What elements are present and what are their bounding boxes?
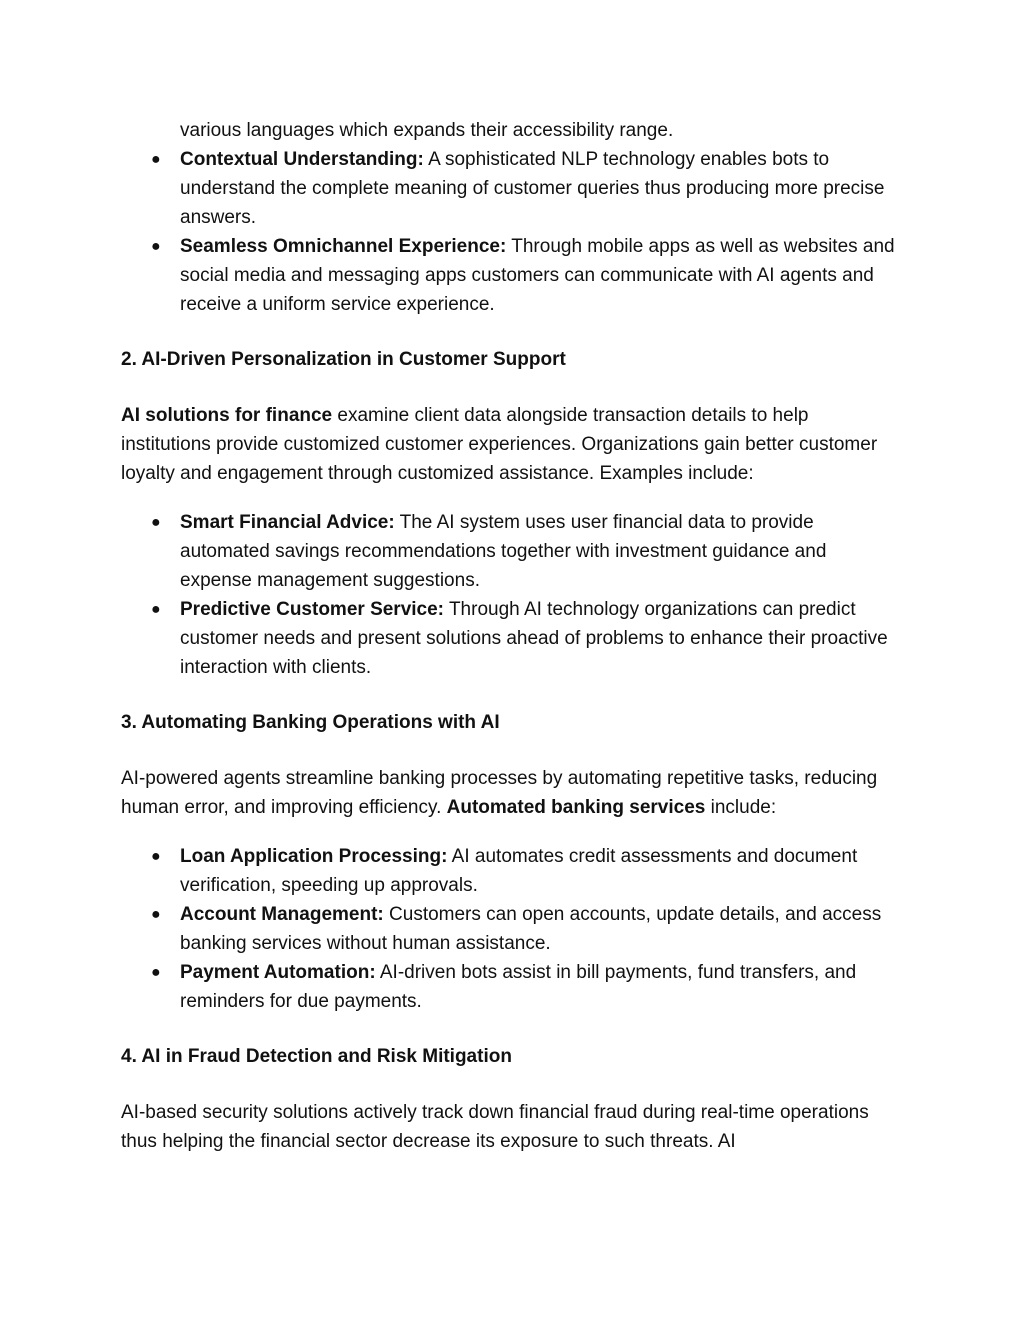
- paragraph-bold-term: AI solutions for finance: [121, 405, 333, 426]
- list-item-text: AI-driven bots assist in bill payments, fund transfers, and reminders for due payments.: [180, 962, 857, 1012]
- list-item-term: Contextual Understanding:: [180, 149, 424, 170]
- list-item-text: Through AI technology organizations can predict customer needs and present solutions ahead of problems to enhance their proactive interaction with clients.: [180, 599, 888, 678]
- bullet-icon: ●: [151, 601, 161, 618]
- list-item-text: various languages which expands their accessibility range.: [180, 120, 674, 141]
- section-paragraph: [121, 401, 896, 488]
- section-paragraph: [121, 764, 896, 822]
- list-item-term: Loan Application Processing:: [180, 846, 448, 867]
- paragraph-bold-term: Automated banking services: [446, 797, 706, 818]
- list-item: [151, 232, 896, 319]
- list-item: [151, 508, 896, 595]
- bullet-icon: ●: [151, 238, 161, 255]
- list-item: [151, 900, 896, 958]
- section-paragraph: [121, 1098, 896, 1156]
- section-heading: 4. AI in Fraud Detection and Risk Mitigation: [121, 1046, 512, 1067]
- document-page: [121, 116, 896, 1156]
- bullet-icon: ●: [151, 514, 161, 531]
- list-item-term: Predictive Customer Service:: [180, 599, 445, 620]
- paragraph-tail: include:: [705, 797, 777, 818]
- paragraph-text: examine client data alongside transaction details to help institutions provide customized customer experiences. Organizations gain better customer loyalty and engagement through customized assistance. Examples include:: [121, 405, 878, 484]
- bullet-icon: ●: [151, 906, 161, 923]
- paragraph-text: AI-powered agents streamline banking processes by automating repetitive tasks, reducing human error, and improving efficiency.: [121, 768, 878, 818]
- list-item-continuation: [180, 116, 896, 145]
- section-heading: 2. AI-Driven Personalization in Customer Support: [121, 349, 566, 370]
- list-item-text: Through mobile apps as well as websites and social media and messaging apps customers can communicate with AI agents and receive a uniform service experience.: [180, 236, 895, 315]
- bullet-icon: ●: [151, 848, 161, 865]
- section-heading: 3. Automating Banking Operations with AI: [121, 712, 500, 733]
- list-item: [151, 958, 896, 1016]
- list-item-term: Smart Financial Advice:: [180, 512, 395, 533]
- list-item: [151, 145, 896, 232]
- intro-bullet-list: [121, 116, 896, 319]
- list-item-text: The AI system uses user financial data to provide automated savings recommendations together with investment guidance and expense management suggestions.: [180, 512, 827, 591]
- list-item: [151, 595, 896, 682]
- section2-bullet-list: [121, 508, 896, 682]
- list-item-term: Account Management:: [180, 904, 384, 925]
- list-item-text: Customers can open accounts, update details, and access banking services without human assistance.: [180, 904, 882, 954]
- list-item-term: Seamless Omnichannel Experience:: [180, 236, 507, 257]
- bullet-icon: ●: [151, 964, 161, 981]
- bullet-icon: ●: [151, 151, 161, 168]
- list-item-text: AI automates credit assessments and document verification, speeding up approvals.: [180, 846, 858, 896]
- list-item: [151, 842, 896, 900]
- paragraph-text: AI-based security solutions actively track down financial fraud during real-time operations thus helping the financial sector decrease its exposure to such threats. AI: [121, 1102, 869, 1152]
- section3-bullet-list: [121, 842, 896, 1016]
- list-item-term: Payment Automation:: [180, 962, 376, 983]
- list-item-text: A sophisticated NLP technology enables bots to understand the complete meaning of customer queries thus producing more precise answers.: [180, 149, 885, 228]
